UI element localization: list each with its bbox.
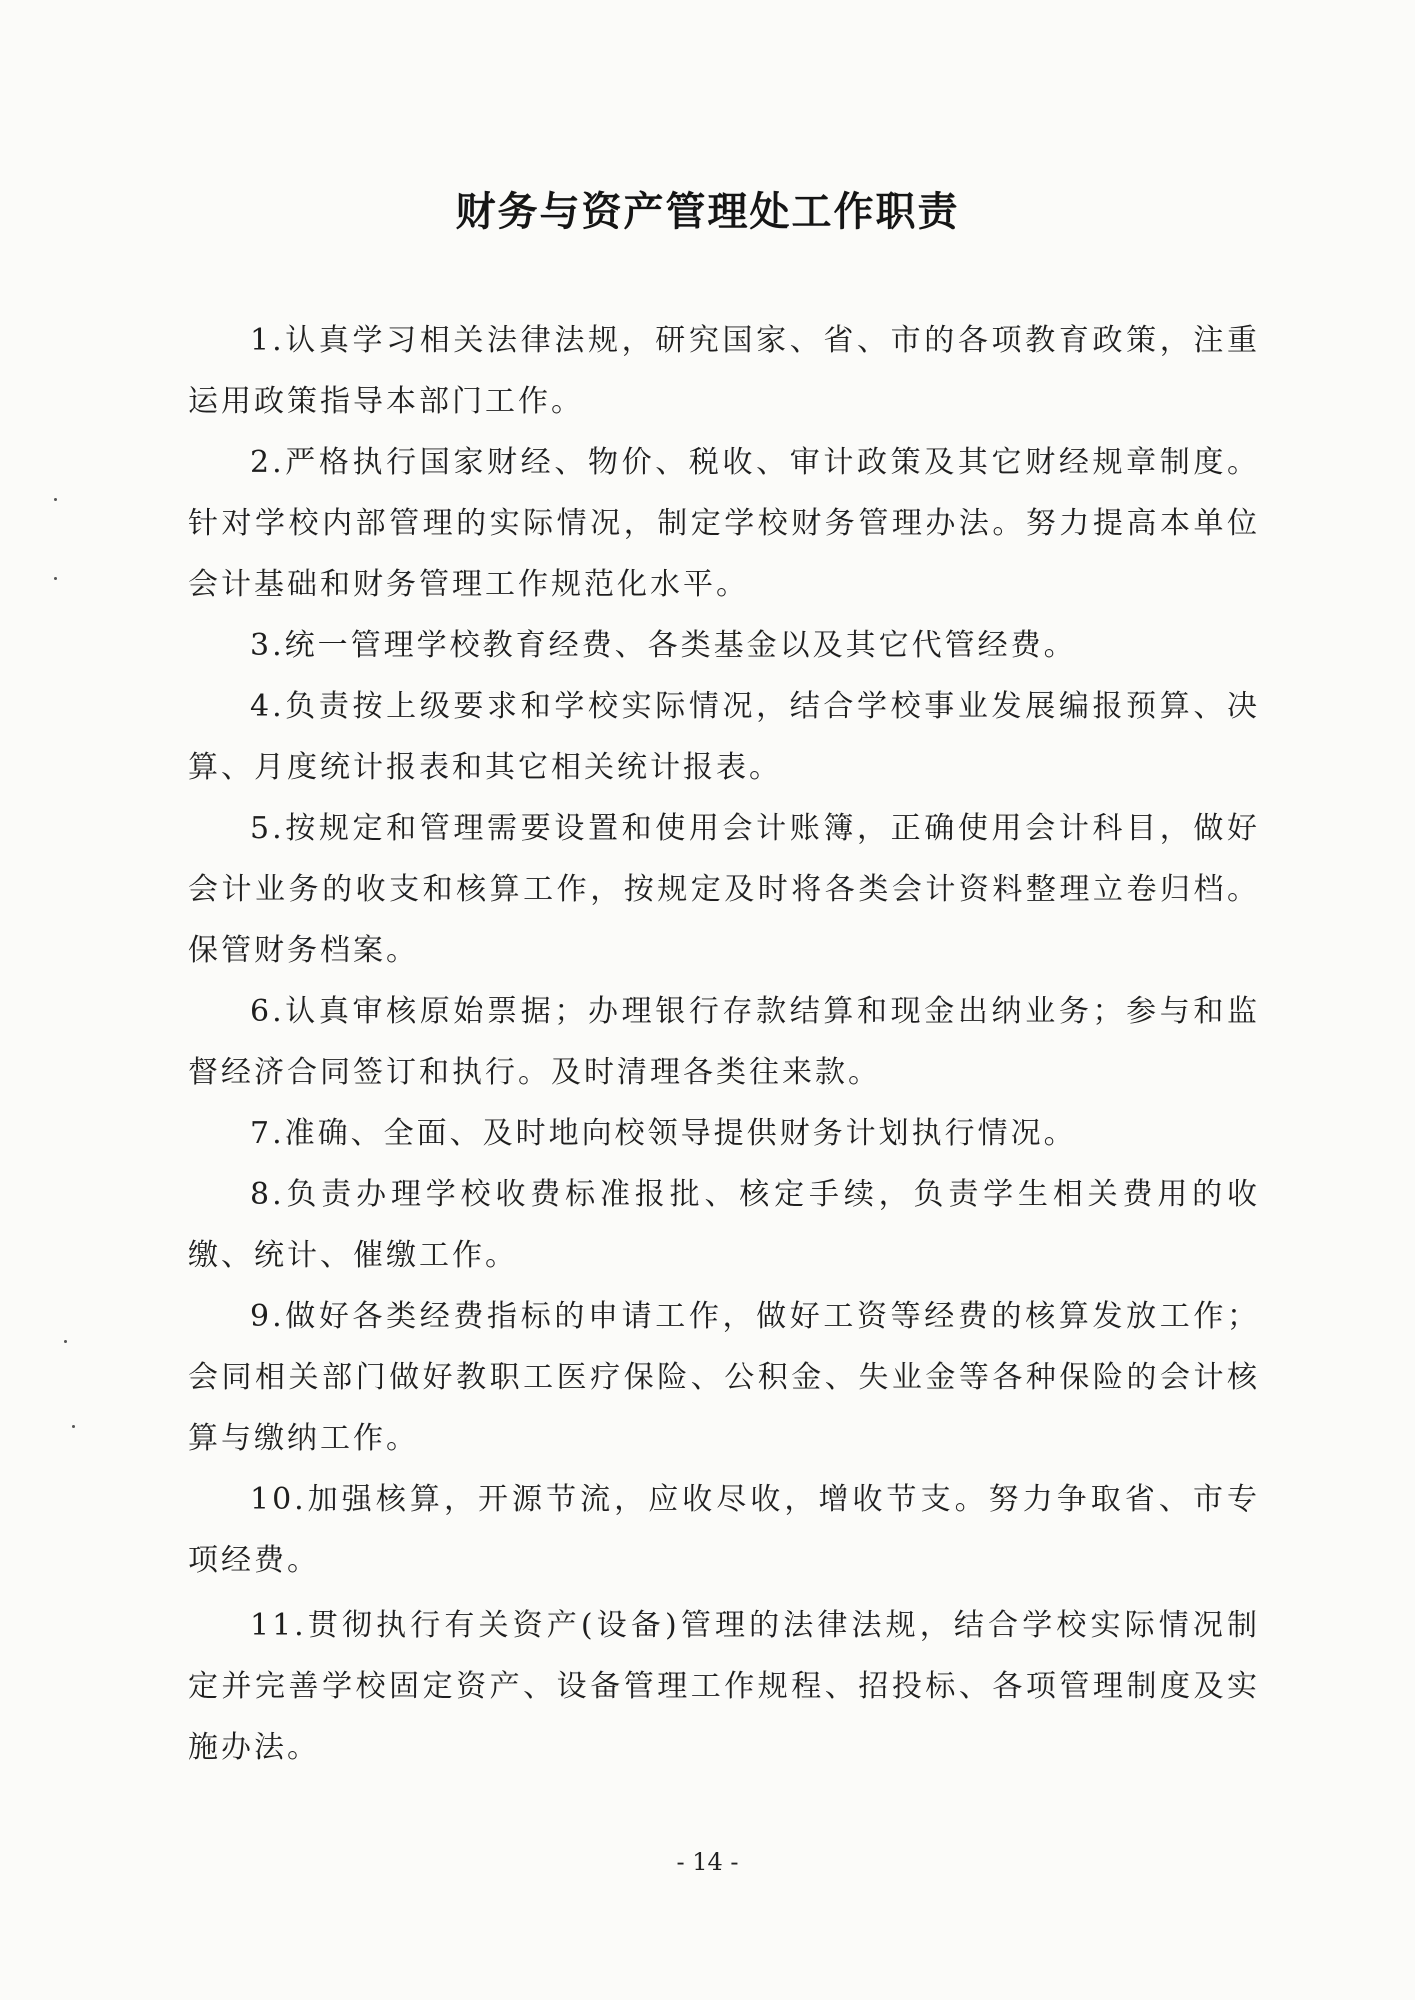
duty-item-3: 3.统一管理学校教育经费、各类基金以及其它代管经费。 bbox=[250, 628, 1077, 663]
duty-item-1: 1.认真学习相关法律法规，研究国家、省、市的各项教育政策，注重运用政策指导本部门工作。 bbox=[188, 323, 1260, 419]
duty-item-10: 10.加强核算，开源节流，应收尽收，增收节支。努力争取省、市专项经费。 bbox=[188, 1482, 1260, 1578]
duty-item-2: 2.严格执行国家财经、物价、税收、审计政策及其它财经规章制度。针对学校内部管理的实际情况，制定学校财务管理办法。努力提高本单位会计基础和财务管理工作规范化水平。 bbox=[188, 445, 1260, 602]
scan-speck bbox=[54, 577, 57, 580]
duty-item-9: 9.做好各类经费指标的申请工作，做好工资等经费的核算发放工作；会同相关部门做好教职工医疗保险、公积金、失业金等各种保险的会计核算与缴纳工作。 bbox=[188, 1299, 1260, 1456]
duty-item-6: 6.认真审核原始票据；办理银行存款结算和现金出纳业务；参与和监督经济合同签订和执行。及时清理各类往来款。 bbox=[188, 994, 1260, 1090]
duty-item-8: 8.负责办理学校收费标准报批、核定手续，负责学生相关费用的收缴、统计、催缴工作。 bbox=[188, 1177, 1260, 1273]
duty-item-5: 5.按规定和管理需要设置和使用会计账簿，正确使用会计科目，做好会计业务的收支和核算工作，按规定及时将各类会计资料整理立卷归档。保管财务档案。 bbox=[188, 811, 1260, 968]
document-title: 财务与资产管理处工作职责 bbox=[455, 189, 960, 235]
scan-speck bbox=[72, 1425, 75, 1428]
page-number: - 14 - bbox=[676, 1848, 739, 1876]
duty-item-7: 7.准确、全面、及时地向校领导提供财务计划执行情况。 bbox=[250, 1116, 1077, 1151]
scan-speck bbox=[64, 1340, 67, 1343]
scan-speck bbox=[54, 498, 57, 501]
duty-item-4: 4.负责按上级要求和学校实际情况，结合学校事业发展编报预算、决算、月度统计报表和其它相关统计报表。 bbox=[188, 689, 1260, 785]
duty-item-11: 11.贯彻执行有关资产(设备)管理的法律法规，结合学校实际情况制定并完善学校固定资产、设备管理工作规程、招投标、各项管理制度及实施办法。 bbox=[188, 1608, 1260, 1765]
document-body bbox=[188, 310, 1260, 1778]
